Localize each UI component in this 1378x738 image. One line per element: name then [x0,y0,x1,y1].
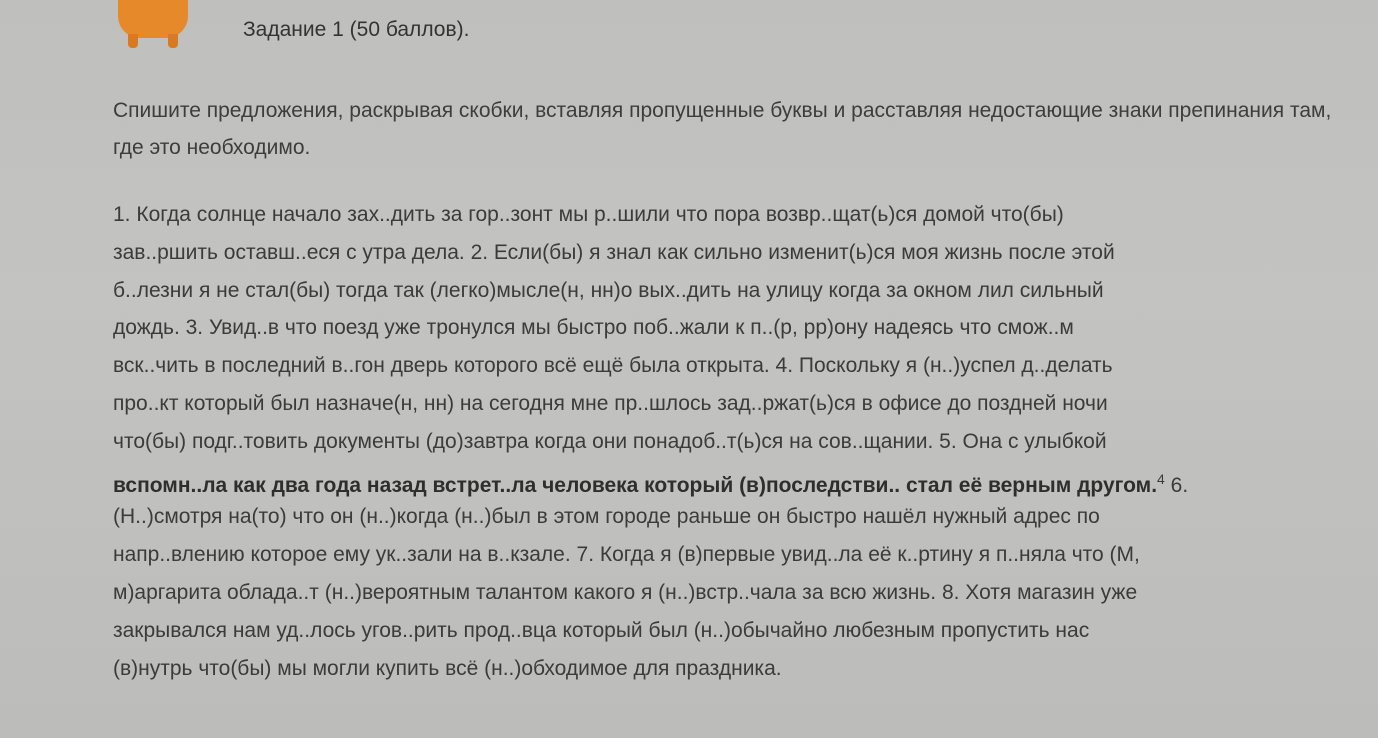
text-line: 1. Когда солнце начало зах..дить за гор..зонт мы р..шили что пора возвр..щат(ь)ся домой что(бы) [113,203,1064,226]
text-line: закрывался нам уд..лось угов..рить прод..вца который был (н..)обычайно любезным пропустить нас [113,618,1090,642]
text-line: (Н..)смотря на(то) что он (н..)когда (н..)был в этом городе раньше он быстро нашёл нужный адрес по [113,505,1100,529]
text-line: зав..ршить оставш..еся с утра дела. 2. Если(бы) я знал как сильно изменит(ь)ся моя жизнь после этой [113,240,1115,264]
text-line: про..кт который был назначе(н, нн) на сегодня мне пр..шлось зад..ржат(ь)ся в офисе до поздней ночи [113,391,1108,415]
task-instructions: Спишите предложения, раскрывая скобки, вставляя пропущенные буквы и расставляя недостающие знаки препинания там, где это необходимо. [113,99,1332,159]
task-text [113,196,1333,687]
text-line: м)аргарита облада..т (н..)вероятным талантом какого я (н..)встр..чала за всю жизнь. 8. Хотя магазин уже [113,580,1138,604]
superscript-mark: 4 [1157,470,1165,487]
text-line-bold [113,461,1333,499]
sentence-number: 6. [1164,473,1189,497]
text-line: напр..влению которое ему ук..зали на в..кзале. 7. Когда я (в)первые увид..ла её к..ртину я п..няла что (М, [113,543,1140,567]
text-line: вск..чить в последний в..гон дверь которого всё ещё была открыта. 4. Поскольку я (н..)успел д..делать [113,354,1113,378]
task-title: Задание 1 (50 баллов). [243,18,470,41]
logo-icon [118,0,188,38]
bold-sentence: вспомн..ла как два года назад встрет..ла человека который (в)последстви.. стал её верным другом. [113,473,1158,497]
text-line: б..лезни я не стал(бы) тогда так (легко)мысле(н, нн)о вых..дить на улицу когда за окном лил сильный [113,278,1104,302]
text-line: (в)нутрь что(бы) мы могли купить всё (н..)обходимое для праздника. [113,656,782,680]
text-line: что(бы) подг..товить документы (до)завтра когда они понадоб..т(ь)ся на сов..щании. 5. Она с улыбкой [113,429,1107,453]
text-line: дождь. 3. Увид..в что поезд уже тронулся мы быстро поб..жали к п..(р, рр)ону надеясь что смож..м [113,316,1074,340]
